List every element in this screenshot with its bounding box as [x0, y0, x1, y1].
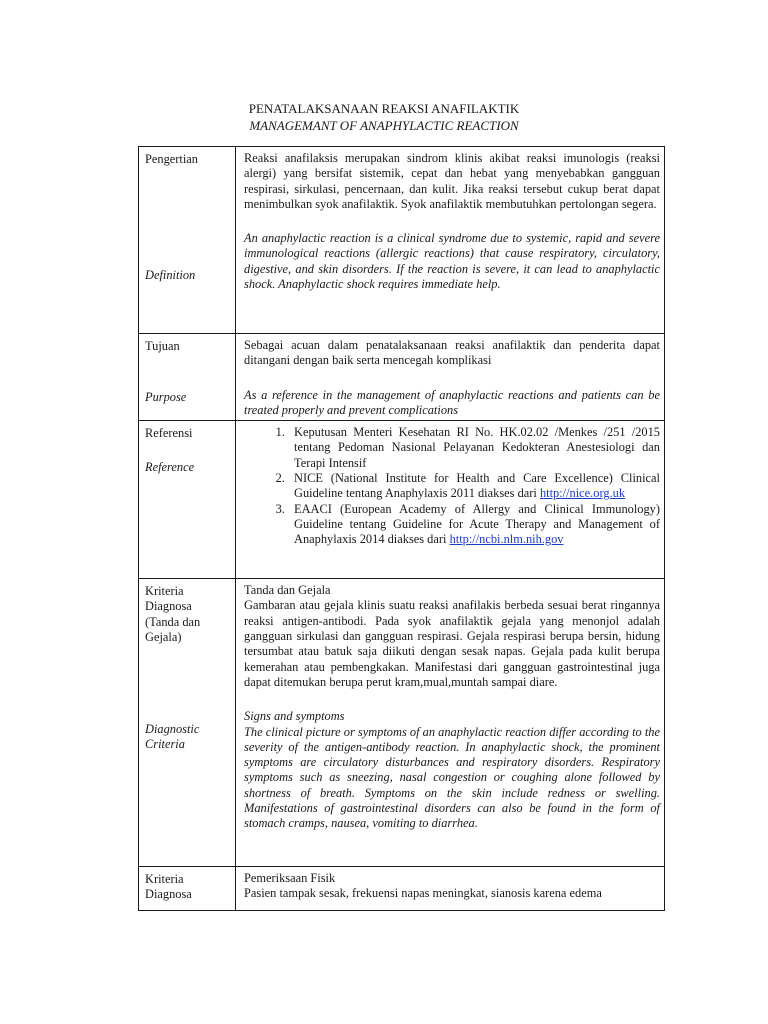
section-heading-id: Tanda dan Gejala [244, 583, 331, 598]
purpose-text-id: Sebagai acuan dalam penatalaksanaan reaksi anafilaktik dan penderita dapat ditangani dengan baik serta mencegah komplikasi [244, 338, 660, 368]
row-content-cell [236, 147, 665, 334]
row-label-english: Diagnostic Criteria [145, 722, 200, 752]
definition-text-en: An anaphylactic reaction is a clinical syndrome due to systemic, rapid and severe immunological reactions (allergic reactions) that cause respiratory, circulatory, digestive, and skin disorders. If the reaction is severe, it can lead to anaphylactic shock. Anaphylactic shock requires immediate help. [244, 231, 660, 292]
row-label-english: Reference [145, 460, 195, 475]
table-row [139, 867, 665, 911]
row-content-cell [236, 334, 665, 421]
section-heading-en: Signs and symptoms [244, 709, 345, 724]
row-content-cell [236, 421, 665, 579]
row-label-cell [139, 867, 236, 911]
reference-list [244, 425, 660, 547]
list-item [288, 502, 660, 548]
row-label-english: Definition [145, 268, 196, 282]
row-label-cell [139, 421, 236, 579]
row-label-english: Purpose [145, 390, 187, 404]
reference-text: EAACI (European Academy of Allergy and Clinical Immunology) Guideline tentang Guideline for Acute Therapy and Management of Anaphylaxis 2014 diakses dari [294, 501, 660, 547]
definition-text-id: Reaksi anafilaksis merupakan sindrom klinis akibat reaksi imunologis (reaksi alergi) yang bersifat sistemik, cepat dan hebat yang menyebabkan gangguan respirasi, sirkulasi, pencernaan, dan kulit. Jika reaksi tersebut cukup berat dapat menimbulkan syok anafilaktik. Syok anafilaktik membutuhkan pertolongan segera. [244, 151, 660, 211]
row-label: Tujuan [145, 339, 180, 353]
table-row [139, 421, 665, 579]
row-label: Pengertian [145, 152, 198, 166]
document-title: PENATALAKSANAAN REAKSI ANAFILAKTIK [248, 101, 520, 116]
row-label: Kriteria Diagnosa [145, 872, 192, 902]
reference-text: Keputusan Menteri Kesehatan RI No. HK.02.02 /Menkes /251 /2015 tentang Pedoman Nasional Pelayanan Kedokteran Anestesiologi dan Terapi Intensif [294, 425, 660, 470]
list-item [288, 425, 660, 471]
purpose-text-en: As a reference in the management of anaphylactic reactions and patients can be treated properly and prevent complications [244, 387, 660, 417]
row-label-cell [139, 147, 236, 334]
criteria-text-id: Gambaran atau gejala klinis suatu reaksi anafilakis berbeda sesuai berat ringannya reaksi antigen-antibodi. Pada syok anafilaktik gejala yang menonjol adalah gangguan sirkulasi dan gangguan respirasi. Gejala respirasi berupa bersin, hidung tersumbat atau batuk saja diikuti dengan sesak napas. Gejala pada kulit berupa kemerahan atau pembengkakan. Manifestasi dari gangguan gastrointestinal juga dapat ditemukan berupa perut kram,mual,muntah sampai diare. [244, 598, 660, 689]
row-content-cell [236, 579, 665, 867]
reference-link[interactable]: http://nice.org.uk [539, 486, 626, 501]
criteria-text-en: The clinical picture or symptoms of an anaphylactic reaction differ according to the severity of the antigen-antibody reaction. In anaphylactic shock, the prominent symptoms are circulatory disturbances and respiratory disorders. Respiratory symptoms such as sneezing, nasal congestion or coughing alone followed by shortness of breath. Symptoms on the skin include redness or swelling. Manifestations of gastrointestinal disorders can also be found in the form of stomach cramps, nausea, vomiting to diarrhea. [244, 724, 660, 831]
table-row [139, 147, 665, 334]
row-label: Referensi [145, 426, 193, 441]
document-subtitle: MANAGEMANT OF ANAPHYLACTIC REACTION [249, 118, 519, 133]
row-content-cell [236, 867, 665, 911]
exam-text-id: Pasien tampak sesak, frekuensi napas meningkat, sianosis karena edema [244, 886, 602, 901]
reference-text: NICE (National Institute for Health and Care Excellence) Clinical Guideline tentang Anaphylaxis 2011 diakses dari [294, 471, 660, 501]
table-row [139, 334, 665, 421]
protocol-table [138, 146, 665, 911]
row-label: Kriteria Diagnosa (Tanda dan Gejala) [145, 584, 201, 645]
row-label-cell [139, 579, 236, 867]
section-heading-id: Pemeriksaan Fisik [244, 871, 336, 886]
reference-link[interactable]: http://ncbi.nlm.nih.gov [449, 532, 564, 547]
list-item [288, 471, 660, 502]
row-label-cell [139, 334, 236, 421]
table-row [139, 579, 665, 867]
